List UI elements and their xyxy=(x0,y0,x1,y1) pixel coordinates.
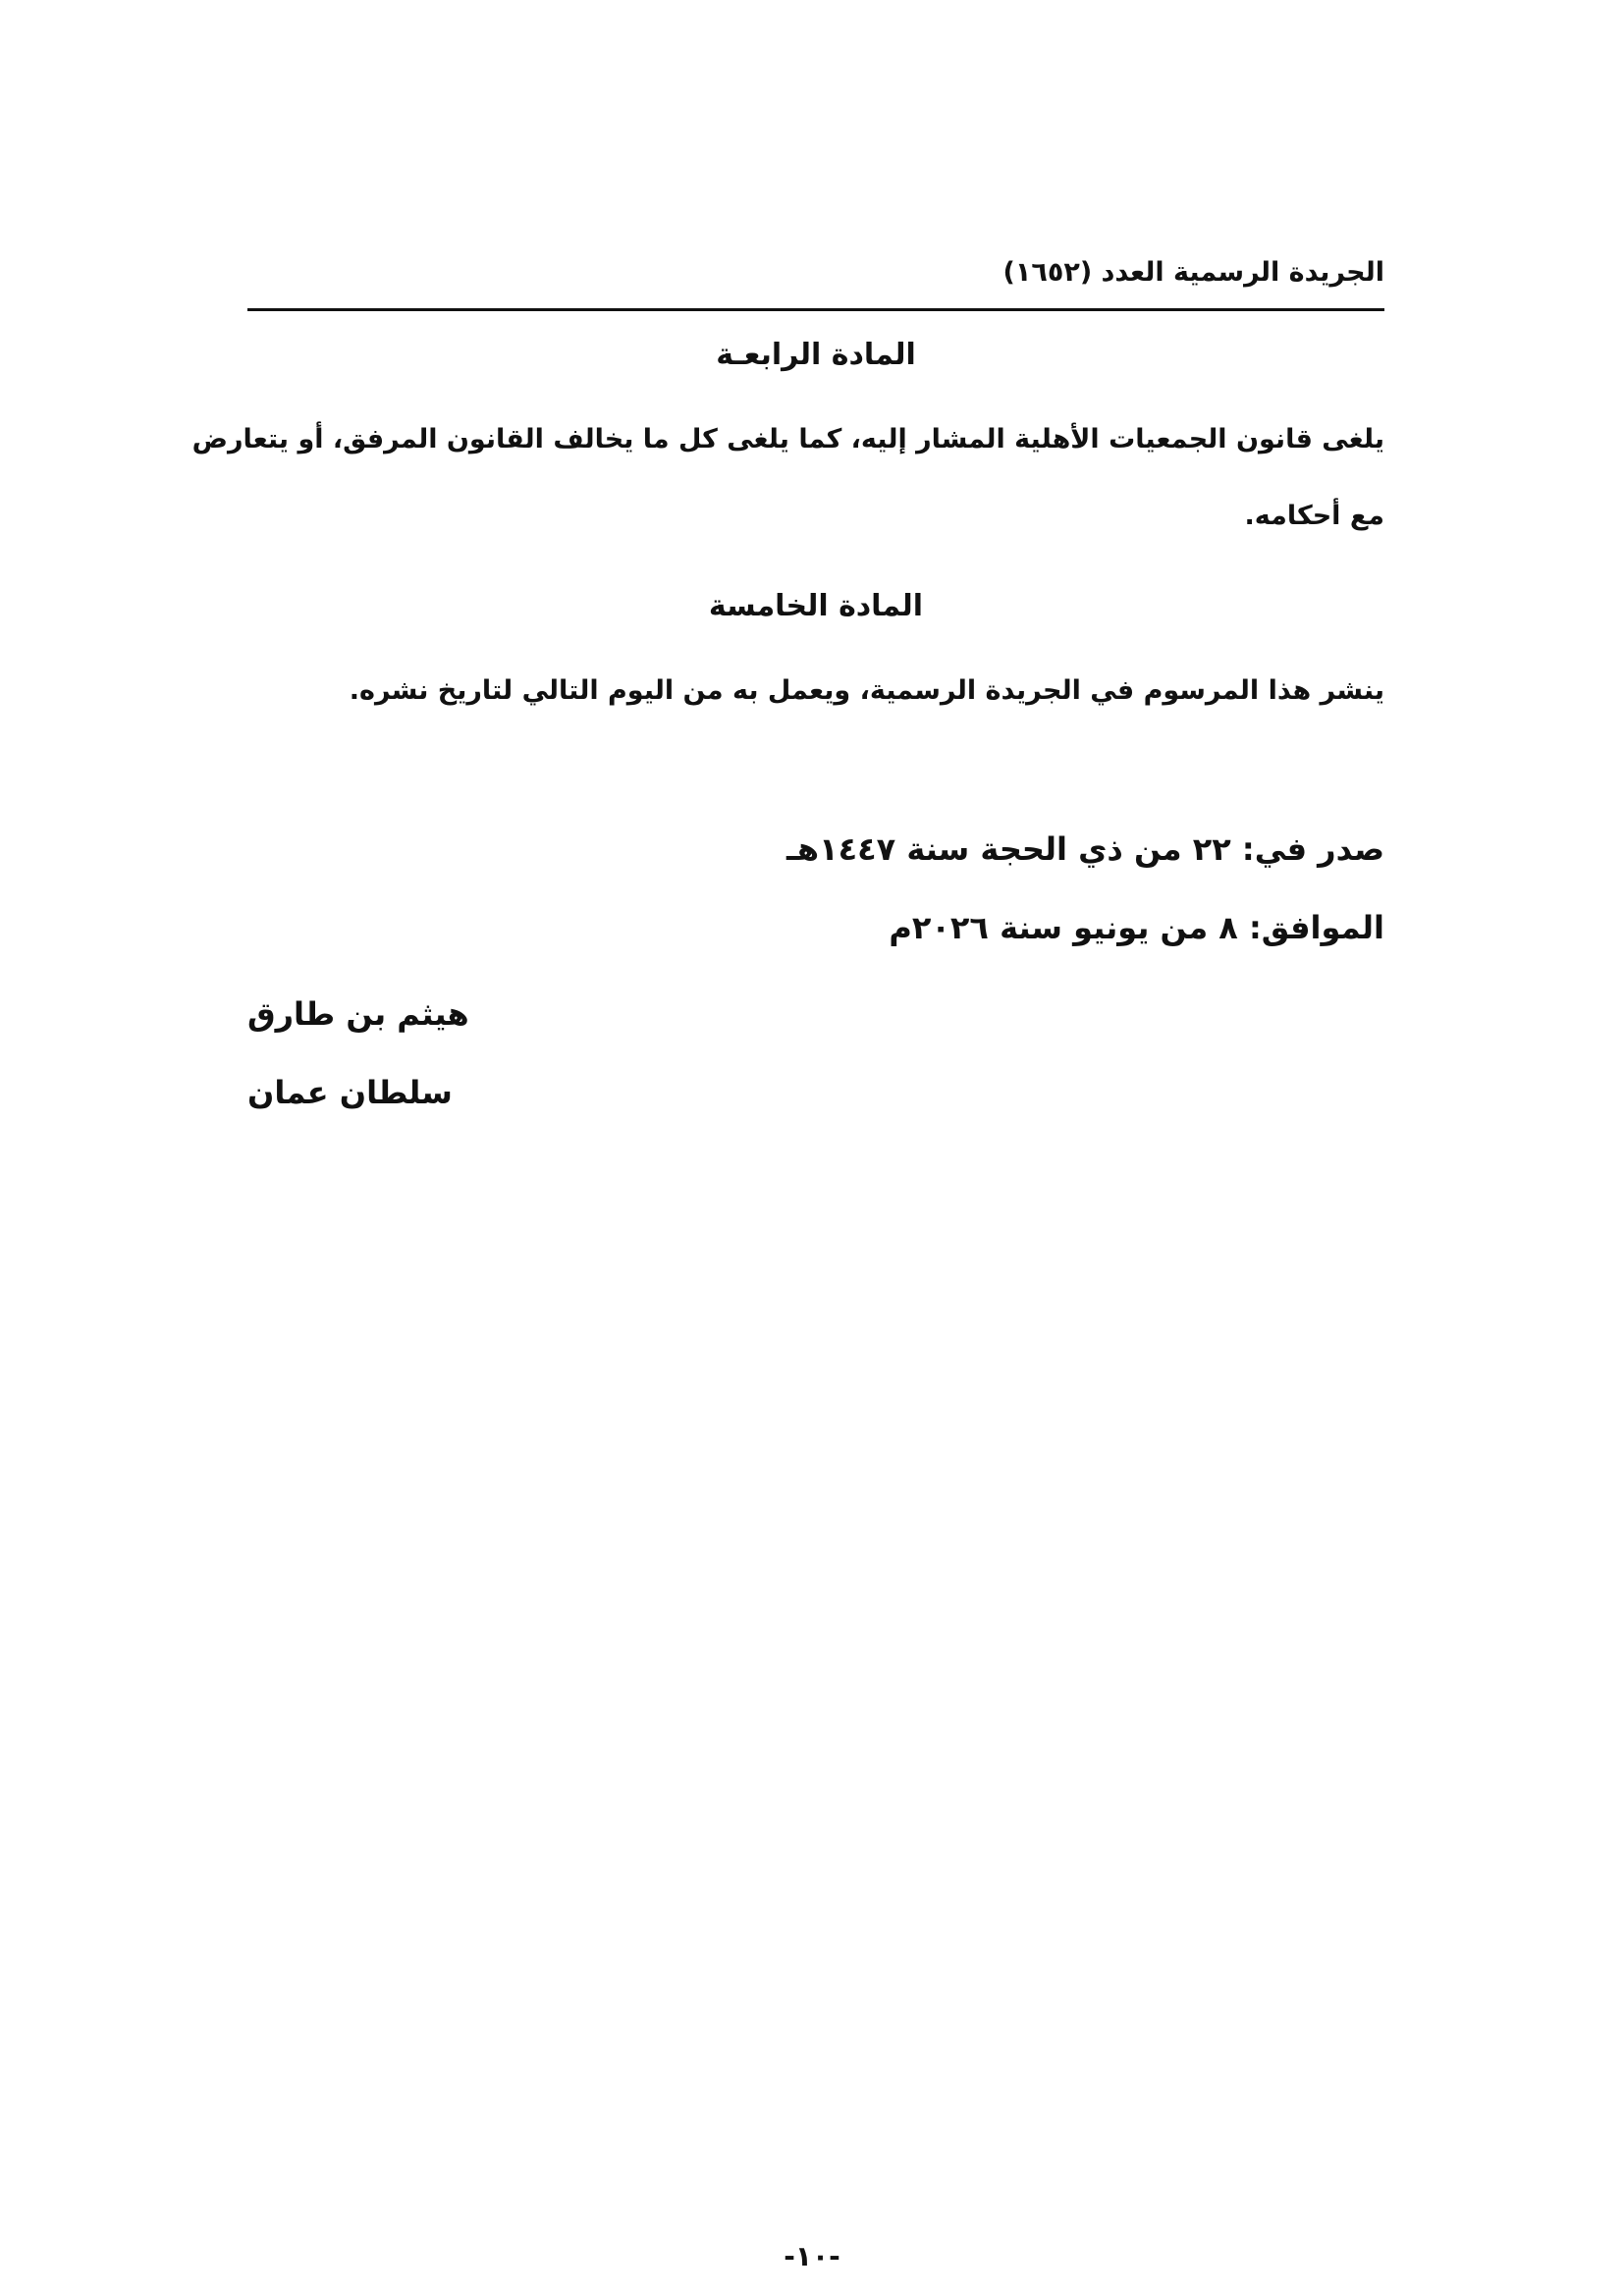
issuance-hijri-date: صدر في: ٢٢ من ذي الحجة سنة ١٤٤٧هـ xyxy=(785,830,1384,868)
issuance-gregorian-date: الموافق: ٨ من يونيو سنة ٢٠٢٦م xyxy=(889,909,1384,946)
gazette-issue-title: الجريدة الرسمية العدد (١٦٥٢) xyxy=(1002,257,1384,288)
article-five-heading: المادة الخامسة xyxy=(708,589,924,623)
article-four-line-1: يلغى قانون الجمعيات الأهلية المشار إليه، كما يلغى كل ما يخالف القانون المرفق، أو يتعارض xyxy=(191,424,1384,454)
signatory-title: سلطان عمان xyxy=(247,1074,453,1111)
page-header xyxy=(247,257,1384,311)
page-number: -١٠- xyxy=(784,2240,840,2272)
article-four-heading: المادة الرابعـة xyxy=(716,338,916,372)
signatory-name: هيثم بن طارق xyxy=(247,995,469,1033)
article-four-line-2: مع أحكامه. xyxy=(1244,501,1384,531)
article-five-line-1: ينشر هذا المرسوم في الجريدة الرسمية، ويعمل به من اليوم التالي لتاريخ نشره. xyxy=(349,675,1384,706)
